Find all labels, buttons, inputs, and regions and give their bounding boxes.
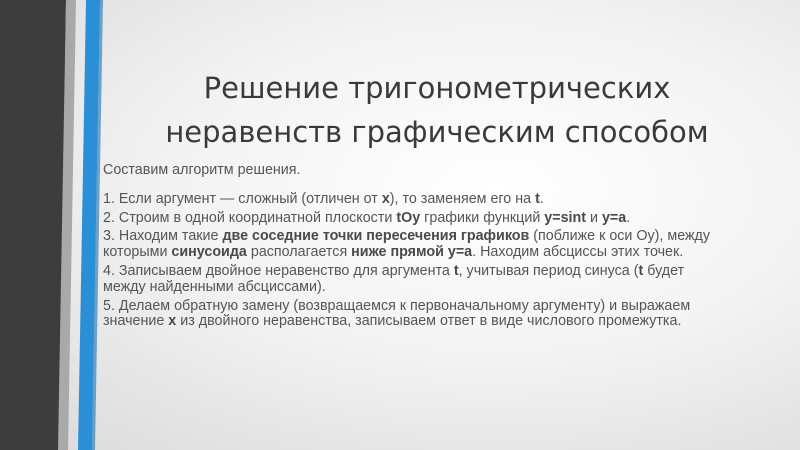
step-bold-text: две соседние точки пересечения графиков — [222, 228, 530, 245]
step-text: (поближе к оси Оу), между которыми — [103, 228, 711, 261]
step-bold-text: t — [453, 262, 459, 279]
step-text: . Находим абсциссы этих точек. — [472, 244, 684, 261]
step-bold-text: t — [638, 262, 644, 279]
step-text: ), то заменяем его на — [389, 190, 536, 207]
slide-title: Решение тригонометрических неравенств графическим способом — [165, 71, 709, 149]
step-bold-text: ниже прямой y=a — [351, 244, 473, 261]
algorithm-steps — [103, 192, 723, 330]
step-bold-text: x — [168, 313, 177, 330]
step-text: 4. Записываем двойное неравенство для аргумента — [103, 262, 454, 279]
algorithm-step — [103, 229, 723, 261]
algorithm-step — [103, 264, 723, 296]
step-bold-text: синусоида — [171, 244, 247, 261]
intro-text: Составим алгоритм решения. — [103, 162, 301, 178]
step-bold-text: tOy — [396, 209, 421, 226]
step-bold-text: x — [381, 190, 390, 207]
algorithm-step — [103, 192, 723, 208]
step-text: графики функций — [420, 209, 545, 226]
algorithm-step — [103, 299, 723, 331]
step-bold-text: t — [535, 190, 540, 207]
step-text: из двойного неравенства, записываем ответ в виде числового промежутка. — [176, 313, 682, 330]
step-text: будет между найденными абсциссами). — [103, 262, 685, 295]
step-text: располагается — [246, 244, 352, 261]
slide-body — [103, 163, 723, 333]
stripe-dark — [0, 0, 66, 450]
step-text: 3. Находим такие — [103, 228, 223, 245]
step-text: и — [586, 209, 602, 226]
algorithm-step — [103, 211, 723, 227]
step-text: . — [626, 209, 631, 226]
step-bold-text: y=a — [601, 209, 627, 226]
step-text: 5. Делаем обратную замену (возвращаемся к первоначальному аргументу) и выражаем значение — [103, 297, 691, 330]
step-text: 1. Если аргумент — сложный (отличен от — [103, 190, 382, 207]
step-text: . — [539, 190, 544, 207]
step-bold-text: y=sint — [544, 209, 586, 226]
step-text: 2. Строим в одной координатной плоскости — [103, 209, 397, 226]
step-text: , учитывая период синуса ( — [458, 262, 639, 279]
